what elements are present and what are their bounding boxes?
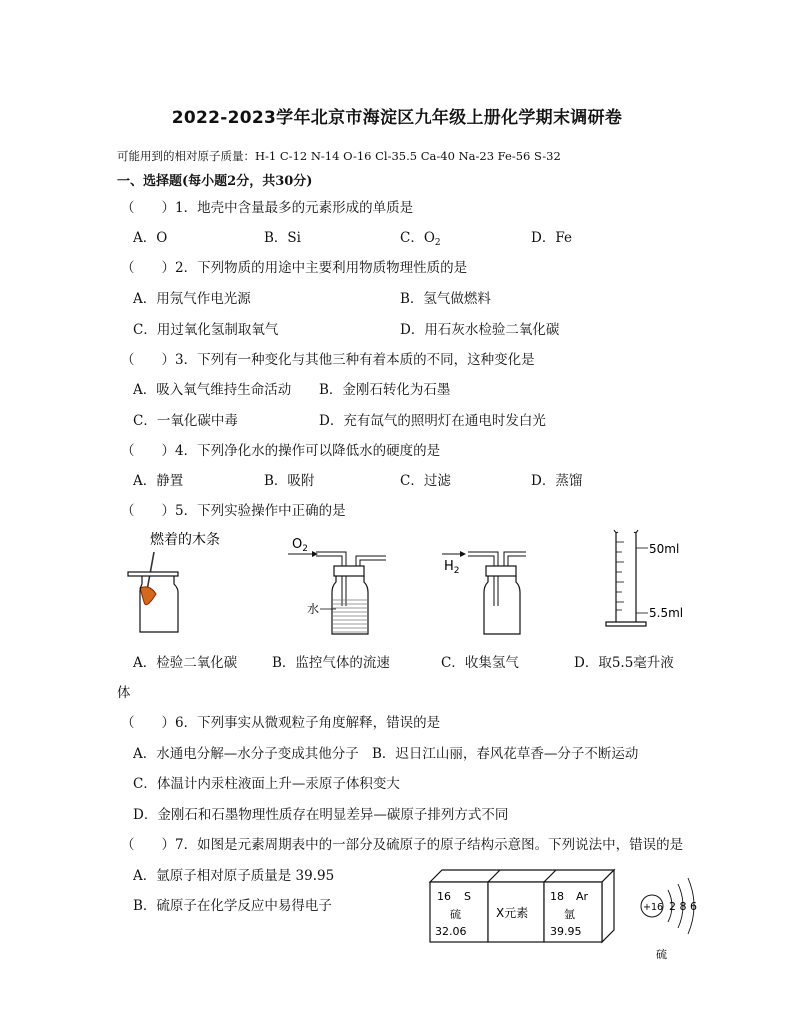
fig-d-bottom-mark: 5.5ml	[649, 606, 684, 620]
q4-option-c: C．过滤	[400, 473, 451, 489]
section-heading: 一、选择题(每小题2分，共30分)	[117, 174, 313, 189]
q3-option-a: A．吸入氧气维持生命活动	[133, 382, 292, 398]
question-4-stem: （ ）4．下列净化水的操作可以降低水的硬度的是	[121, 443, 441, 459]
fig-b-gas-washing-bottle	[288, 537, 386, 634]
periodic-cell-sulfur	[430, 882, 488, 942]
q6-option-c: C．体温计内汞柱液面上升—汞原子体积变大	[133, 776, 400, 792]
svg-text:2 8 6: 2 8 6	[669, 900, 697, 913]
fig-c-gas-collection-bottle	[442, 551, 526, 634]
question-6-stem: （ ）6．下列事实从微观粒子角度解释，错误的是	[121, 715, 441, 731]
svg-text:32.06: 32.06	[435, 925, 467, 938]
question-2-stem: （ ）2．下列物质的用途中主要利用物质物理性质的是	[121, 260, 468, 276]
q2-option-d: D．用石灰水检验二氧化碳	[400, 322, 560, 338]
question-7-stem: （ ）7．如图是元素周期表中的一部分及硫原子的原子结构示意图。下列说法中，错误的是	[121, 837, 684, 853]
q1-option-b: B．Si	[264, 230, 301, 246]
q5-option-c: C．收集氢气	[441, 655, 519, 671]
q6-option-a: A．水通电分解—水分子变成其他分子	[133, 746, 359, 762]
q4-option-a: A．静置	[133, 473, 184, 489]
q4-option-b: B．吸附	[264, 473, 315, 489]
svg-text:+16: +16	[643, 902, 664, 913]
q5-option-d-wrap: 体	[117, 685, 131, 701]
svg-text:16: 16	[437, 890, 451, 903]
q5-option-a: A．检验二氧化碳	[133, 655, 238, 671]
fig-b-water-label: 水	[307, 602, 320, 616]
q2-option-a: A．用氖气作电光源	[133, 291, 251, 307]
question-1-stem: （ ）1．地壳中含量最多的元素形成的单质是	[121, 200, 414, 216]
periodic-cell-argon	[544, 882, 602, 942]
q3-option-d: D．充有氙气的照明灯在通电时发白光	[319, 413, 546, 429]
q5-option-d: D．取5.5毫升液	[574, 655, 674, 671]
svg-text:Ar: Ar	[576, 890, 589, 903]
question-3-stem: （ ）3．下列有一种变化与其他三种有着本质的不同，这种变化是	[121, 352, 535, 368]
periodic-cell-x	[488, 882, 544, 942]
q7-option-b: B．硫原子在化学反应中易得电子	[133, 898, 332, 914]
fig-d-graduated-cylinder	[606, 530, 683, 626]
q5-apparatus-figure	[110, 522, 710, 646]
fig-c-gas: $H_2$	[444, 559, 460, 576]
svg-text:硫: 硫	[450, 908, 461, 921]
q6-option-b: B．迟日江山丽，春风花草香—分子不断运动	[372, 746, 639, 762]
svg-text:S: S	[464, 890, 471, 903]
svg-text:18: 18	[550, 890, 564, 903]
q1-option-a: A．O	[133, 230, 168, 246]
svg-text:X元素: X元素	[496, 906, 529, 920]
q6-option-d: D．金刚石和石墨物理性质存在明显差异—碳原子排列方式不同	[133, 807, 509, 823]
q3-option-c: C．一氧化碳中毒	[133, 413, 238, 429]
q3-option-b: B．金刚石转化为石墨	[319, 382, 451, 398]
fig-a-label: 燃着的木条	[150, 532, 220, 548]
fig-a-burning-stick-bottle	[128, 531, 220, 632]
sulfur-atom-diagram	[641, 878, 697, 961]
flame-icon	[140, 587, 156, 605]
fig-b-gas: $O_2$	[292, 537, 308, 554]
q4-option-d: D．蒸馏	[531, 473, 583, 489]
question-5-stem: （ ）5．下列实验操作中正确的是	[121, 503, 346, 519]
q7-periodic-table-figure	[426, 866, 716, 962]
page-title: 2022-2023学年北京市海淀区九年级上册化学期末调研卷	[171, 108, 623, 128]
q1-option-d: D．Fe	[531, 230, 572, 246]
atomic-masses-note: 可能用到的相对原子质量：H-1 C-12 N-14 O-16 Cl-35.5 Ca-40 Na-23 Fe-56 S-32	[117, 149, 561, 163]
fig-d-top-mark: 50ml	[649, 542, 680, 556]
svg-text:硫: 硫	[656, 948, 667, 961]
svg-text:氩: 氩	[564, 908, 575, 921]
svg-text:39.95: 39.95	[550, 925, 582, 938]
q5-option-b: B．监控气体的流速	[272, 655, 390, 671]
q1-option-c: C．$O_2$	[400, 230, 441, 248]
q2-option-b: B．氢气做燃料	[400, 291, 491, 307]
q7-option-a: A．氩原子相对原子质量是 39.95	[133, 868, 335, 884]
q2-option-c: C．用过氧化氢制取氧气	[133, 322, 279, 338]
